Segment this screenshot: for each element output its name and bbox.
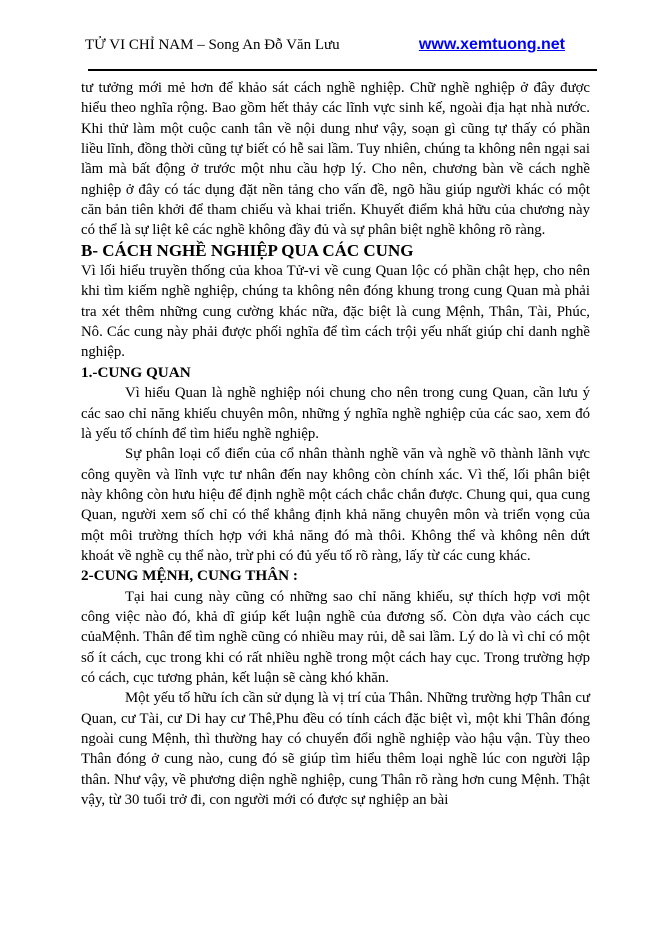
paragraph-cung-quan-2: Sự phân loại cổ điển của cổ nhân thành nghề văn và nghề võ thành lãnh vực công quyền và lĩnh vực tư nhân đến nay không còn chính xác. Vì thế, lối phân biệt này không còn hưu hiệu để định nghề một cách chắc chắn được. Chung qui, qua cung Quan, người xem số chỉ có thể khẳng định khả năng chuyên môn và triển vọng của một môi trường thích hợp với khả năng đó mà thôi. Không thể và không nên dứt khoát về nghề cụ thể nào, trừ phi có đủ yếu tố rõ ràng, lấy từ các cung khác. (81, 446, 590, 564)
subsection-heading-1-cung-quan: 1.-CUNG QUAN (81, 363, 191, 381)
document-body (81, 78, 590, 810)
paragraph-cung-menh-than-1: Tại hai cung này cũng có những sao chỉ năng khiếu, sự thích hợp vơi một công việc nào đó, khả dĩ giúp kết luận nghề của đương số. Còn dựa vào cách cục củaMệnh. Thân để tìm nghề cũng có nhiều may rủi, dễ sai lầm. Lý do là vì chỉ có một số ít cách, cục trong khi có rất nhiều nghề trong một cách hay cục. Trong trường hợp có cách, cục tương phản, kết luận sẽ càng khó khăn. (81, 588, 590, 686)
page-header (85, 36, 565, 54)
website-link[interactable]: www.xemtuong.net (418, 36, 565, 53)
paragraph-cung-menh-than-2: Một yếu tố hữu ích cần sử dụng là vị trí của Thân. Những trường hợp Thân cư Quan, cư Tài, cư Di hay cư Thê,Phu đều có tính cách đặc biệt vì, một khi Thân đóng ngoài cung Mệnh, thì thường hay có chuyển đổi nghề nghiệp vào hậu vận. Tùy theo Thân đóng ở cung nào, cung đó sẽ giúp tìm hiểu thêm loại nghề lúc con người lập thân. Như vậy, về phương diện nghề nghiệp, cung Thân rõ ràng hơn cung Mệnh. Thật vậy, từ 30 tuổi trở đi, con người mới có được sự nghiệp an bài (81, 690, 590, 809)
paragraph-cung-quan-1: Vì hiểu Quan là nghề nghiệp nói chung cho nên trong cung Quan, cần lưu ý các sao chỉ năng khiếu chuyên môn, những ý nghĩa nghề nghiệp của các sao, xem đó là yếu tố chính để tìm hiểu nghề nghiệp. (81, 385, 590, 442)
paragraph-intro-continuation: tư tưởng mới mẻ hơn để khảo sát cách nghề nghiệp. Chữ nghề nghiệp ở đây được hiểu theo nghĩa rộng. Bao gồm hết thảy các lĩnh vực sinh kế, ngoài địa hạt nhà nước. Khi thử làm một cuộc canh tân về nội dung như vậy, soạn gì cũng tự thấy có phần liều lĩnh, đồng thời cũng tự biết có hễ sai lầm. Tuy nhiên, chúng ta không nên ngại sai lầm mà bất động ở trước một nhu cầu hợp lý. Cho nên, chương bàn về cách nghề nghiệp ở đây có tác dụng đặt nền tảng cho vấn đề, ngõ hầu giúp người khác có một căn bản tiên khởi để tham chiếu và khai triển. Khuyết điểm khả hữu của chương này có thể là sự liệt kê các nghề không đầy đủ và sự phân biệt nghề không rõ ràng. (81, 80, 590, 239)
document-title: TỬ VI CHỈ NAM – Song An Đỗ Văn Lưu (85, 37, 340, 53)
section-heading-b: B- CÁCH NGHỀ NGHIỆP QUA CÁC CUNG (81, 240, 414, 260)
header-divider (88, 69, 597, 71)
subsection-heading-2-cung-menh-than: 2-CUNG MỆNH, CUNG THÂN : (81, 567, 298, 585)
paragraph-section-b-intro: Vì lối hiểu truyền thống của khoa Tử-vi về cung Quan lộc có phần chật hẹp, cho nên khi tìm kiếm nghề nghiệp, chúng ta không nên đóng khung trong cung Quan mà phải tra xét thêm những cung cường khác nữa, đặc biệt là cung Mệnh, Thân, Tài, Phúc, Nô. Các cung này phải được phối nghĩa để tìm cách trội yếu nhất giúp chỉ danh nghề nghiệp. (81, 263, 590, 361)
